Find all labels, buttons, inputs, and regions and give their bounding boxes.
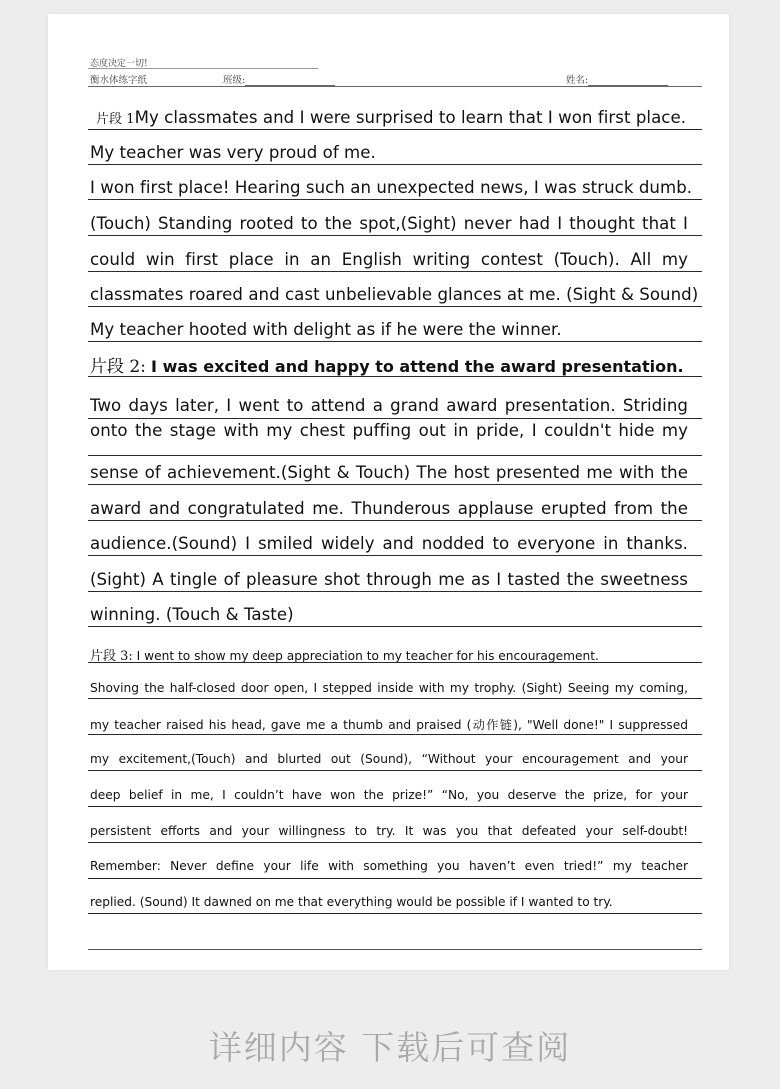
name-label: 姓名: [566, 75, 589, 86]
class-label: 班级: [223, 75, 246, 86]
section2-heading [90, 352, 688, 377]
sheet-title: 衡水体练字纸 [90, 75, 148, 86]
class-field[interactable] [223, 72, 335, 86]
name-field[interactable] [566, 72, 668, 86]
section3-label: 片段 3: [90, 649, 133, 664]
section1-line: My teacher was very proud of me. [90, 143, 376, 162]
section2-line: audience.(Sound) I smiled widely and nodded to everyone in thanks. [90, 534, 688, 553]
section3-line: my teacher raised his head, gave me a thumb and praised (动作链), "Well done!" I suppressed [90, 718, 688, 732]
section3-heading-text: I went to show my deep appreciation to my teacher for his encouragement. [136, 649, 599, 663]
section3-line: deep belief in me, I couldn’t have won the prize!” “No, you deserve the prize, for your [90, 788, 688, 802]
section3-line: my excitement,(Touch) and blurted out (Sound), “Without your encouragement and your [90, 752, 688, 766]
section3-line: Shoving the half-closed door open, I stepped inside with my trophy. (Sight) Seeing my coming, [90, 681, 688, 695]
section1-line: I won first place! Hearing such an unexpected news, I was struck dumb. [90, 178, 693, 197]
section3-line: Remember: Never define your life with something you haven’t even tried!” my teacher [90, 859, 688, 873]
section2-line: winning. (Touch & Taste) [90, 605, 294, 624]
download-notice: 详细内容 下载后可查阅 [208, 1028, 572, 1067]
section2-line: (Sight) A tingle of pleasure shot through me as I tasted the sweetness [90, 570, 688, 589]
section2-label: 片段 2: [90, 357, 146, 377]
section2-line: onto the stage with my chest puffing out in pride, I couldn't hide my [90, 421, 688, 440]
header-divider [88, 68, 318, 69]
section2-line: award and congratulated me. Thunderous applause erupted from the [90, 499, 688, 518]
section1-line: classmates roared and cast unbelievable glances at me. (Sight & Sound) [90, 285, 699, 304]
header-rule [88, 86, 702, 87]
practice-sheet [48, 14, 729, 970]
motto: 态度决定一切! [90, 59, 148, 69]
section1-line: (Touch) Standing rooted to the spot,(Sight) never had I thought that I [90, 214, 688, 233]
section2-heading-text: I was excited and happy to attend the award presentation. [151, 357, 684, 376]
section1-label: 片段 1 [96, 112, 135, 127]
section1-heading [96, 108, 696, 127]
section2-line: Two days later, I went to attend a grand award presentation. Striding [90, 396, 688, 415]
section3-line: replied. (Sound) It dawned on me that everything would be possible if I wanted to try. [90, 895, 613, 909]
section1-heading-text: My classmates and I were surprised to learn that I won first place. [134, 108, 687, 127]
section1-line: My teacher hooted with delight as if he were the winner. [90, 320, 562, 339]
section2-line: sense of achievement.(Sight & Touch) The host presented me with the [90, 463, 688, 482]
section1-line: could win first place in an English writing contest (Touch). All my [90, 250, 688, 269]
section3-line: persistent efforts and your willingness to try. It was you that defeated your self-doubt! [90, 824, 688, 838]
